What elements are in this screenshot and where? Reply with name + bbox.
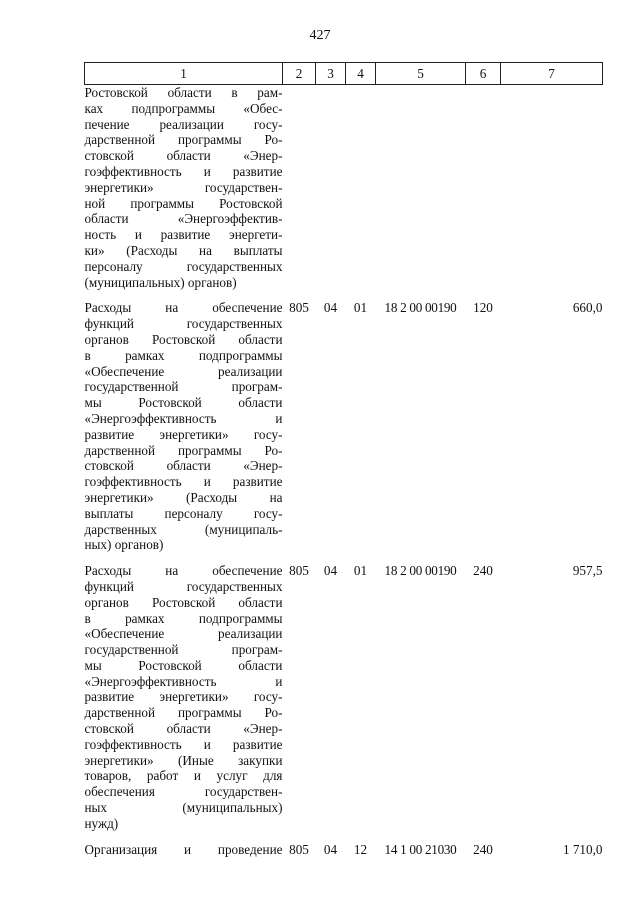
description-line: функций государственных <box>84 316 283 332</box>
description-line: энергетики» государствен- <box>84 179 283 195</box>
row-spacer <box>85 290 603 300</box>
description-line: государственной програм- <box>84 642 283 658</box>
description-line: в рамках подпрограммы <box>84 347 283 363</box>
description-line: развитие энергетики» госу- <box>84 426 283 442</box>
description-line: товаров, работ и услуг для <box>84 768 283 784</box>
description-line: органов Ростовской области <box>84 594 283 610</box>
table-row <box>85 85 603 291</box>
header-row <box>85 63 603 85</box>
description-line: функций государственных <box>84 578 283 594</box>
header-cell-5: 5 <box>376 63 466 85</box>
row-spacer-cell <box>85 553 603 563</box>
ministry-code: 805 <box>289 563 309 579</box>
description-line: дарственной программы Ро- <box>84 442 283 458</box>
description-line: Ростовской области в рам- <box>84 85 283 100</box>
description-line: стовской области «Энер- <box>84 721 283 737</box>
description-line: гоэффективность и развитие <box>84 736 283 752</box>
description-line: дарственных (муниципаль- <box>84 521 283 537</box>
expense-type-code: 240 <box>473 841 493 857</box>
description-line: дарственной программы Ро- <box>84 132 283 148</box>
table-row <box>85 563 603 832</box>
description-line: ных (муниципальных) <box>84 800 283 816</box>
table-body <box>85 85 603 858</box>
description-line: «Энергоэффективность и <box>84 673 283 689</box>
description-line: гоэффективность и развитие <box>84 163 283 179</box>
target-article-code <box>376 85 466 291</box>
section-code: 04 <box>323 300 338 316</box>
header-cell-2: 2 <box>283 63 316 85</box>
ministry-code: 805 <box>289 300 309 316</box>
row-spacer-cell <box>85 290 603 300</box>
description-line: энергетики» (Расходы на <box>84 489 283 505</box>
row-spacer <box>85 832 603 842</box>
header-cell-6: 6 <box>466 63 501 85</box>
expense-type-code: 240 <box>473 563 493 579</box>
description-line: ных) органов) <box>84 537 164 553</box>
header-cell-1: 1 <box>85 63 283 85</box>
description-line: «Обеспечение реализации <box>84 626 283 642</box>
row-description <box>85 300 283 553</box>
subsection-code <box>346 85 376 291</box>
target-article-code: 14 1 00 21030 <box>384 841 457 857</box>
row-description <box>85 842 283 858</box>
row-description <box>85 563 283 832</box>
description-line: ках подпрограммы «Обес- <box>84 100 283 116</box>
header-cell-4: 4 <box>346 63 376 85</box>
section-code: 04 <box>323 563 338 579</box>
amount-value <box>501 85 603 291</box>
description-line: органов Ростовской области <box>84 331 283 347</box>
description-line: нужд) <box>84 815 119 831</box>
description-line: печение реализации госу- <box>84 116 283 132</box>
amount-value: 660,0 <box>572 300 603 316</box>
expense-type-code: 120 <box>473 300 493 316</box>
description-line: стовской области «Энер- <box>84 458 283 474</box>
description-line: мы Ростовской области <box>84 395 283 411</box>
section-code <box>316 85 346 291</box>
description-line: мы Ростовской области <box>84 657 283 673</box>
table-row <box>85 300 603 553</box>
subsection-code: 01 <box>353 300 368 316</box>
description-line: «Энергоэффективность и <box>84 410 283 426</box>
ministry-code: 805 <box>289 841 309 857</box>
description-line: Расходы на обеспечение <box>84 563 283 579</box>
amount-value: 1 710,0 <box>562 841 603 857</box>
description-line: гоэффективность и развитие <box>84 474 283 490</box>
description-line: развитие энергетики» госу- <box>84 689 283 705</box>
description-line: энергетики» (Иные закупки <box>84 752 283 768</box>
header-cell-3: 3 <box>316 63 346 85</box>
description-line: ной программы Ростовской <box>84 195 283 211</box>
description-line: (муниципальных) органов) <box>84 274 237 290</box>
description-line: в рамках подпрограммы <box>84 610 283 626</box>
page-number: 427 <box>309 28 331 43</box>
table-row <box>85 842 603 858</box>
subsection-code: 12 <box>353 841 368 857</box>
row-description <box>85 85 283 291</box>
amount-value: 957,5 <box>572 563 603 579</box>
description-line: ность и развитие энергети- <box>84 227 283 243</box>
description-line: дарственной программы Ро- <box>84 705 283 721</box>
description-line: государственной програм- <box>84 379 283 395</box>
row-spacer-cell <box>85 832 603 842</box>
target-article-code: 18 2 00 00190 <box>384 563 457 579</box>
row-spacer <box>85 553 603 563</box>
description-line: персоналу государственных <box>84 258 283 274</box>
description-line: Расходы на обеспечение <box>84 300 283 316</box>
description-line: «Обеспечение реализации <box>84 363 283 379</box>
ministry-code <box>283 85 316 291</box>
target-article-code: 18 2 00 00190 <box>384 300 457 316</box>
header-cell-7: 7 <box>501 63 603 85</box>
description-line: обеспечения государствен- <box>84 784 283 800</box>
description-line: области «Энергоэффектив- <box>84 211 283 227</box>
description-line: Организация и проведение <box>84 841 283 857</box>
section-code: 04 <box>323 841 338 857</box>
description-line: выплаты персоналу госу- <box>84 505 283 521</box>
expense-type-code <box>466 85 501 291</box>
budget-table <box>84 62 603 857</box>
description-line: ки» (Расходы на выплаты <box>84 242 283 258</box>
subsection-code: 01 <box>353 563 368 579</box>
description-line: стовской области «Энер- <box>84 148 283 164</box>
